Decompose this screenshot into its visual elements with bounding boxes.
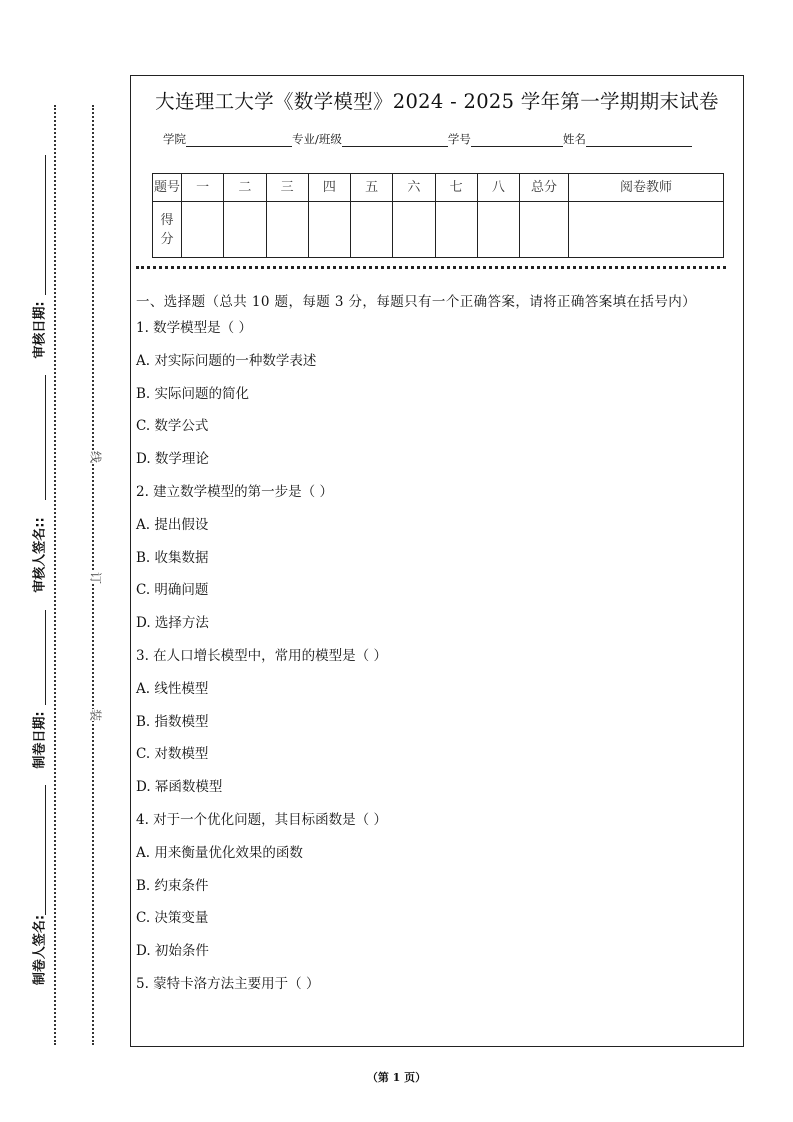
score-cell[interactable] [266,202,308,258]
answer-option: B. 约束条件 [136,877,209,894]
section-choice-questions [136,292,736,1001]
score-cell[interactable] [477,202,519,258]
question-stem: 5. 蒙特卡洛方法主要用于（ ） [136,975,320,992]
score-cell[interactable] [435,202,477,258]
exam-title: 大连理工大学《数学模型》2024 - 2025 学年第一学期期末试卷 [155,90,719,113]
answer-option: B. 收集数据 [136,549,209,566]
answer-option: A. 提出假设 [136,516,209,533]
name-label: 姓名 [562,132,586,146]
header-cell: 四 [308,174,350,202]
answer-option: C. 对数模型 [136,746,209,763]
signature-line [45,610,46,705]
section-heading: 一、选择题（总共 10 题，每题 3 分，每题只有一个正确答案，请将正确答案填在括号内） [136,294,697,310]
answer-option: C. 数学公式 [136,418,209,435]
compiler-signature-label: 制卷人签名: [32,914,48,986]
reviewer-signature-label: 审核人签名:: [32,517,48,593]
question-stem: 1. 数学模型是（ ） [136,320,252,336]
header-cell: 二 [224,174,266,202]
score-table [152,173,724,258]
answer-option: D. 选择方法 [136,615,209,632]
binding-dotted-line-outer [54,105,56,1045]
header-cell: 总分 [520,174,569,202]
score-cell[interactable] [351,202,393,258]
answer-option: A. 用来衡量优化效果的函数 [136,844,303,861]
header-cell: 七 [435,174,477,202]
answer-option: B. 指数模型 [136,713,209,730]
binding-mark-ding: 订 [88,571,103,585]
header-cell: 阅卷教师 [569,174,724,202]
score-cell[interactable] [520,202,569,258]
header-cell: 五 [351,174,393,202]
question-stem: 3. 在人口增长模型中，常用的模型是（ ） [136,647,387,664]
college-field[interactable] [186,132,292,147]
major-class-field[interactable] [342,132,448,147]
name-field[interactable] [586,132,692,147]
answer-option: D. 幂函数模型 [136,779,223,796]
score-cell[interactable] [393,202,435,258]
header-cell: 题号 [153,174,182,202]
college-label: 学院 [163,132,186,146]
binding-mark-xian: 线 [88,450,103,464]
answer-option: B. 实际问题的简化 [136,385,250,402]
header-cell: 六 [393,174,435,202]
score-cell[interactable] [569,202,724,258]
answer-option: A. 对实际问题的一种数学表述 [136,352,317,369]
row-label: 得分 [153,202,182,258]
major-class-label: 专业/班级 [292,132,342,146]
answer-option: D. 数学理论 [136,451,209,468]
score-cell[interactable] [224,202,266,258]
question-stem: 4. 对于一个优化问题，其目标函数是（ ） [136,811,387,828]
signature-line [45,785,46,915]
score-row [153,202,724,258]
student-id-field[interactable] [471,132,563,147]
page-number: （第 1 页） [366,1071,427,1084]
separator-dotted-line [136,266,726,269]
question-list [136,312,736,1001]
question-stem: 2. 建立数学模型的第一步是（ ） [136,483,333,500]
answer-option: C. 明确问题 [136,582,209,599]
header-cell: 三 [266,174,308,202]
answer-option: D. 初始条件 [136,943,209,960]
score-cell[interactable] [182,202,224,258]
binding-mark-zhuang: 装 [88,708,103,722]
answer-option: C. 决策变量 [136,910,209,927]
signature-line [45,155,46,295]
student-info-row [163,131,692,147]
score-table-header-row [153,174,724,202]
score-cell[interactable] [308,202,350,258]
signature-line [45,375,46,500]
compile-date-label: 制卷日期: [32,711,48,769]
review-date-label: 审核日期: [32,301,48,359]
student-id-label: 学号 [447,132,471,146]
answer-option: A. 线性模型 [136,680,209,697]
header-cell: 一 [182,174,224,202]
header-cell: 八 [477,174,519,202]
